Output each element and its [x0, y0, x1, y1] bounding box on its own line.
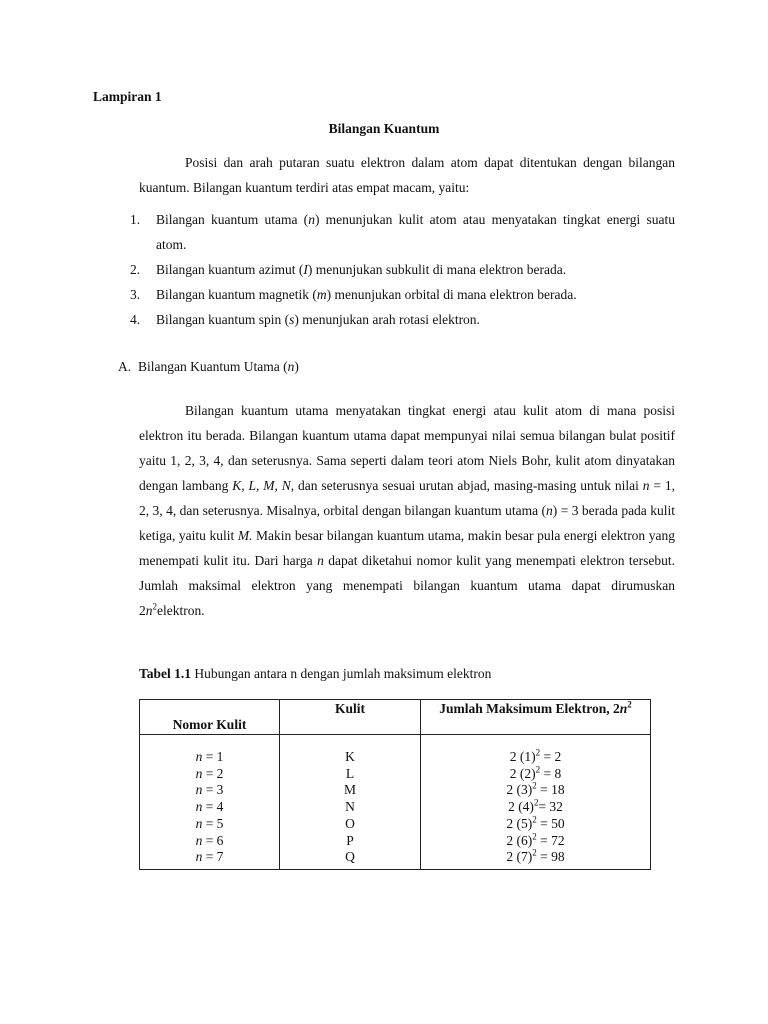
appendix-heading: Lampiran 1 [93, 89, 162, 104]
nomor-kulit-cell [140, 735, 280, 870]
electron-table [139, 699, 651, 870]
table-row: n = 3 [195, 782, 224, 798]
table-caption: Tabel 1.1 Hubungan antara n dengan jumlah maksimum elektron [139, 666, 492, 681]
intro-paragraph: Posisi dan arah putaran suatu elektron dalam atom dapat ditentukan dengan bilangan kuantum. Bilangan kuantum terdiri atas empat macam, yaitu: [139, 155, 675, 195]
jumlah-cell: 2 $(1)^2 = 2$ 2 $(2)^2 = 8$ 2 $(3)^2 = 18$ 2 $(4)^2= 32$ 2 $(5)^2 = 50$ 2 $(6)^2 = 72$ 2 $(7)^2 = 98$ [421, 735, 651, 870]
table-row: n = 1 [195, 749, 224, 764]
page-title: Bilangan Kuantum [328, 121, 440, 136]
table-row: n = 4 [195, 799, 224, 815]
quantum-number-list [118, 207, 675, 332]
header-jumlah-maksimum: Jumlah Maksimum Elektron, $2n^2$ [421, 700, 651, 735]
list-item: 4. Bilangan kuantum spin (s) menunjukan arah rotasi elektron. [130, 312, 480, 327]
table-row [140, 735, 651, 870]
list-item: 2. Bilangan kuantum azimut (I) menunjukan subkulit di mana elektron berada. [130, 262, 567, 277]
kulit-cell: K L M N O P Q [280, 735, 421, 870]
table-row: n = 7 [195, 849, 224, 865]
header-kulit: Kulit [280, 700, 421, 735]
section-a-paragraph: Bilangan kuantum utama menyatakan tingkat energi atau kulit atom di mana posisi elektron itu berada. Bilangan kuantum utama dapat mempunyai nilai semua bilangan bulat positif yaitu 1, 2, 3, 4, dan seterusnya. Sama seperti dalam teori atom Niels Bohr, kulit atom dinyatakan dengan lambang K, L, M, N, dan seterusnya sesuai urutan abjad, masing-masing untuk nilai n = 1, 2, 3, 4, dan seterusnya. Misalnya, orbital dengan bilangan kuantum utama (n) = 3 berada pada kulit ketiga, yaitu kulit M. Makin besar bilangan kuantum utama, makin besar pula energi elektron yang menempati kulit itu. Dari harga n dapat diketahui nomor kulit yang menempati elektron tersebut. Jumlah maksimal elektron yang menempati bilangan kuantum utama dapat dirumuskan $2n^2elektron$. [139, 403, 675, 618]
table-row: n = 2 [195, 765, 224, 781]
section-a-heading: A. Bilangan Kuantum Utama (n) [118, 359, 299, 374]
header-nomor-kulit: Nomor Kulit [140, 700, 280, 735]
table-row: n = 5 [195, 815, 224, 831]
table-row: n = 6 [195, 832, 224, 848]
list-item: 1. Bilangan kuantum utama (n) menunjukan kulit atom atau menyatakan tingkat energi suatu atom. [130, 212, 675, 252]
list-item: 3. Bilangan kuantum magnetik (m) menunjukan orbital di mana elektron berada. [130, 287, 577, 302]
